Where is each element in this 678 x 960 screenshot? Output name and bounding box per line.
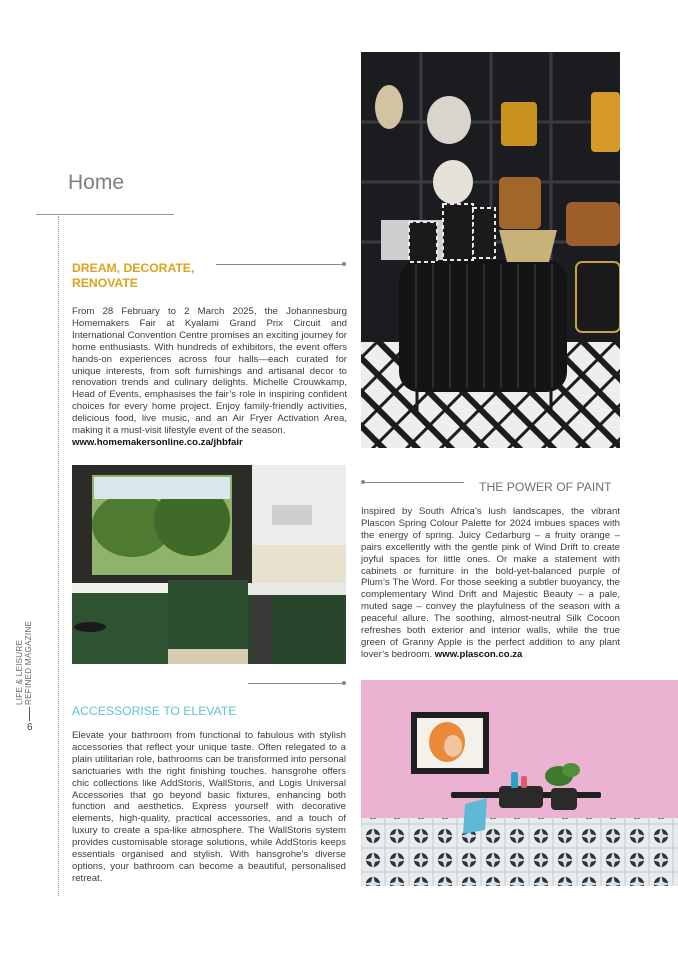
dream-link[interactable]: www.homemakersonline.co.za/jhbfair <box>72 436 243 448</box>
paint-title-rule-dot <box>361 480 365 484</box>
section-heading: Home <box>68 171 125 194</box>
paint-body-text: Inspired by South Africa’s lush landscapes, the vibrant Plascon Spring Colour Palette for 2024 imbues spaces with the energy of spring. Juicy Cedarburg – a fruity orange – pairs excellently with the gentle pink of Wind Drift to create joyful spaces for little ones. Or make a statement with cabinets or furniture in the bold-yet-balanced purple of Plum’s The Word. For those seeking a subtler buoyancy, the complementary Wind Drift and Majestic Beauty – a pale, muted sage – convey the playfulness of the season with a peaceful allure. The soothing, almost-neutral Silk Cocoon refreshes both exterior and interior walls, while the true green of Granny Apple is the perfect addition to any plant lover’s bedroom. <box>361 506 620 660</box>
accessorise-title-rule <box>248 683 344 684</box>
cabinet-photo <box>361 52 620 448</box>
sidebar-line-2: REFINED MAGAZINE <box>24 620 33 705</box>
dream-title-rule-dot <box>342 262 346 266</box>
kitchen-photo <box>72 465 346 664</box>
accessorise-body: Elevate your bathroom from functional to fabulous with stylish accessories that reflect your unique taste. Often relegated to a plain utilitarian role, bathrooms can be transformed into personal sanctuaries with the right finishing touches. hansgrohe offers chic collections like AddStoris, WallStoris, and Logis Universal Accessories that go beyond basic fixtures, enhancing both function and aesthetics. Express yourself with decorative elements, high-quality, practical accessories, and a touch of luxury to create a spa-like atmosphere. The WallStoris system provides customisable storage solutions, while AddStoris keeps essentials organised and stylish. With hansgrohe’s diverse options, your bathroom can become a beautiful, personalised retreat. <box>72 730 346 884</box>
paint-title: THE POWER OF PAINT <box>479 480 612 494</box>
sidebar-magazine-label <box>15 565 33 705</box>
sidebar-rule <box>29 707 30 721</box>
accessorise-title: ACCESSORISE TO ELEVATE <box>72 704 237 718</box>
dream-title-rule <box>216 264 344 265</box>
paint-article <box>361 506 620 661</box>
cabinet-photo-illustration <box>361 52 620 448</box>
paint-body <box>361 506 620 661</box>
dream-title-line-2: RENOVATE <box>72 276 138 290</box>
bathroom-photo-illustration <box>361 680 678 886</box>
kitchen-photo-illustration <box>72 465 346 664</box>
margin-dotted-line <box>58 216 59 896</box>
section-heading-rule <box>36 214 174 215</box>
paint-title-rule <box>364 482 464 483</box>
accessorise-article <box>72 730 346 885</box>
dream-article <box>72 306 347 449</box>
accessorise-title-rule-dot <box>342 681 346 685</box>
bathroom-photo <box>361 680 678 886</box>
page-number: 6 <box>27 722 33 733</box>
dream-title <box>72 261 194 291</box>
sidebar-line-1: LIFE & LEISURE <box>15 639 24 705</box>
dream-title-line-1: DREAM, DECORATE, <box>72 261 195 275</box>
dream-body: From 28 February to 2 March 2025, the Johannesburg Homemakers Fair at Kyalami Grand Prix Circuit and International Convention Centre promises an exciting journey for home enthusiasts. With hundreds of exhibitors, the event offers hands-on experiences across four halls—each curated for unique interests, from soft furnishings and artisanal decor to renovation trends and culinary delights. Michelle Crouwkamp, Head of Events, emphasises the fair’s role in inspiring confident choices for every home project. Enjoy family-friendly activities, delicious food, live music, and an Air Fryer Activation Area, making it a must-visit lifestyle event of the season. <box>72 306 347 437</box>
paint-link[interactable]: www.plascon.co.za <box>434 648 523 660</box>
